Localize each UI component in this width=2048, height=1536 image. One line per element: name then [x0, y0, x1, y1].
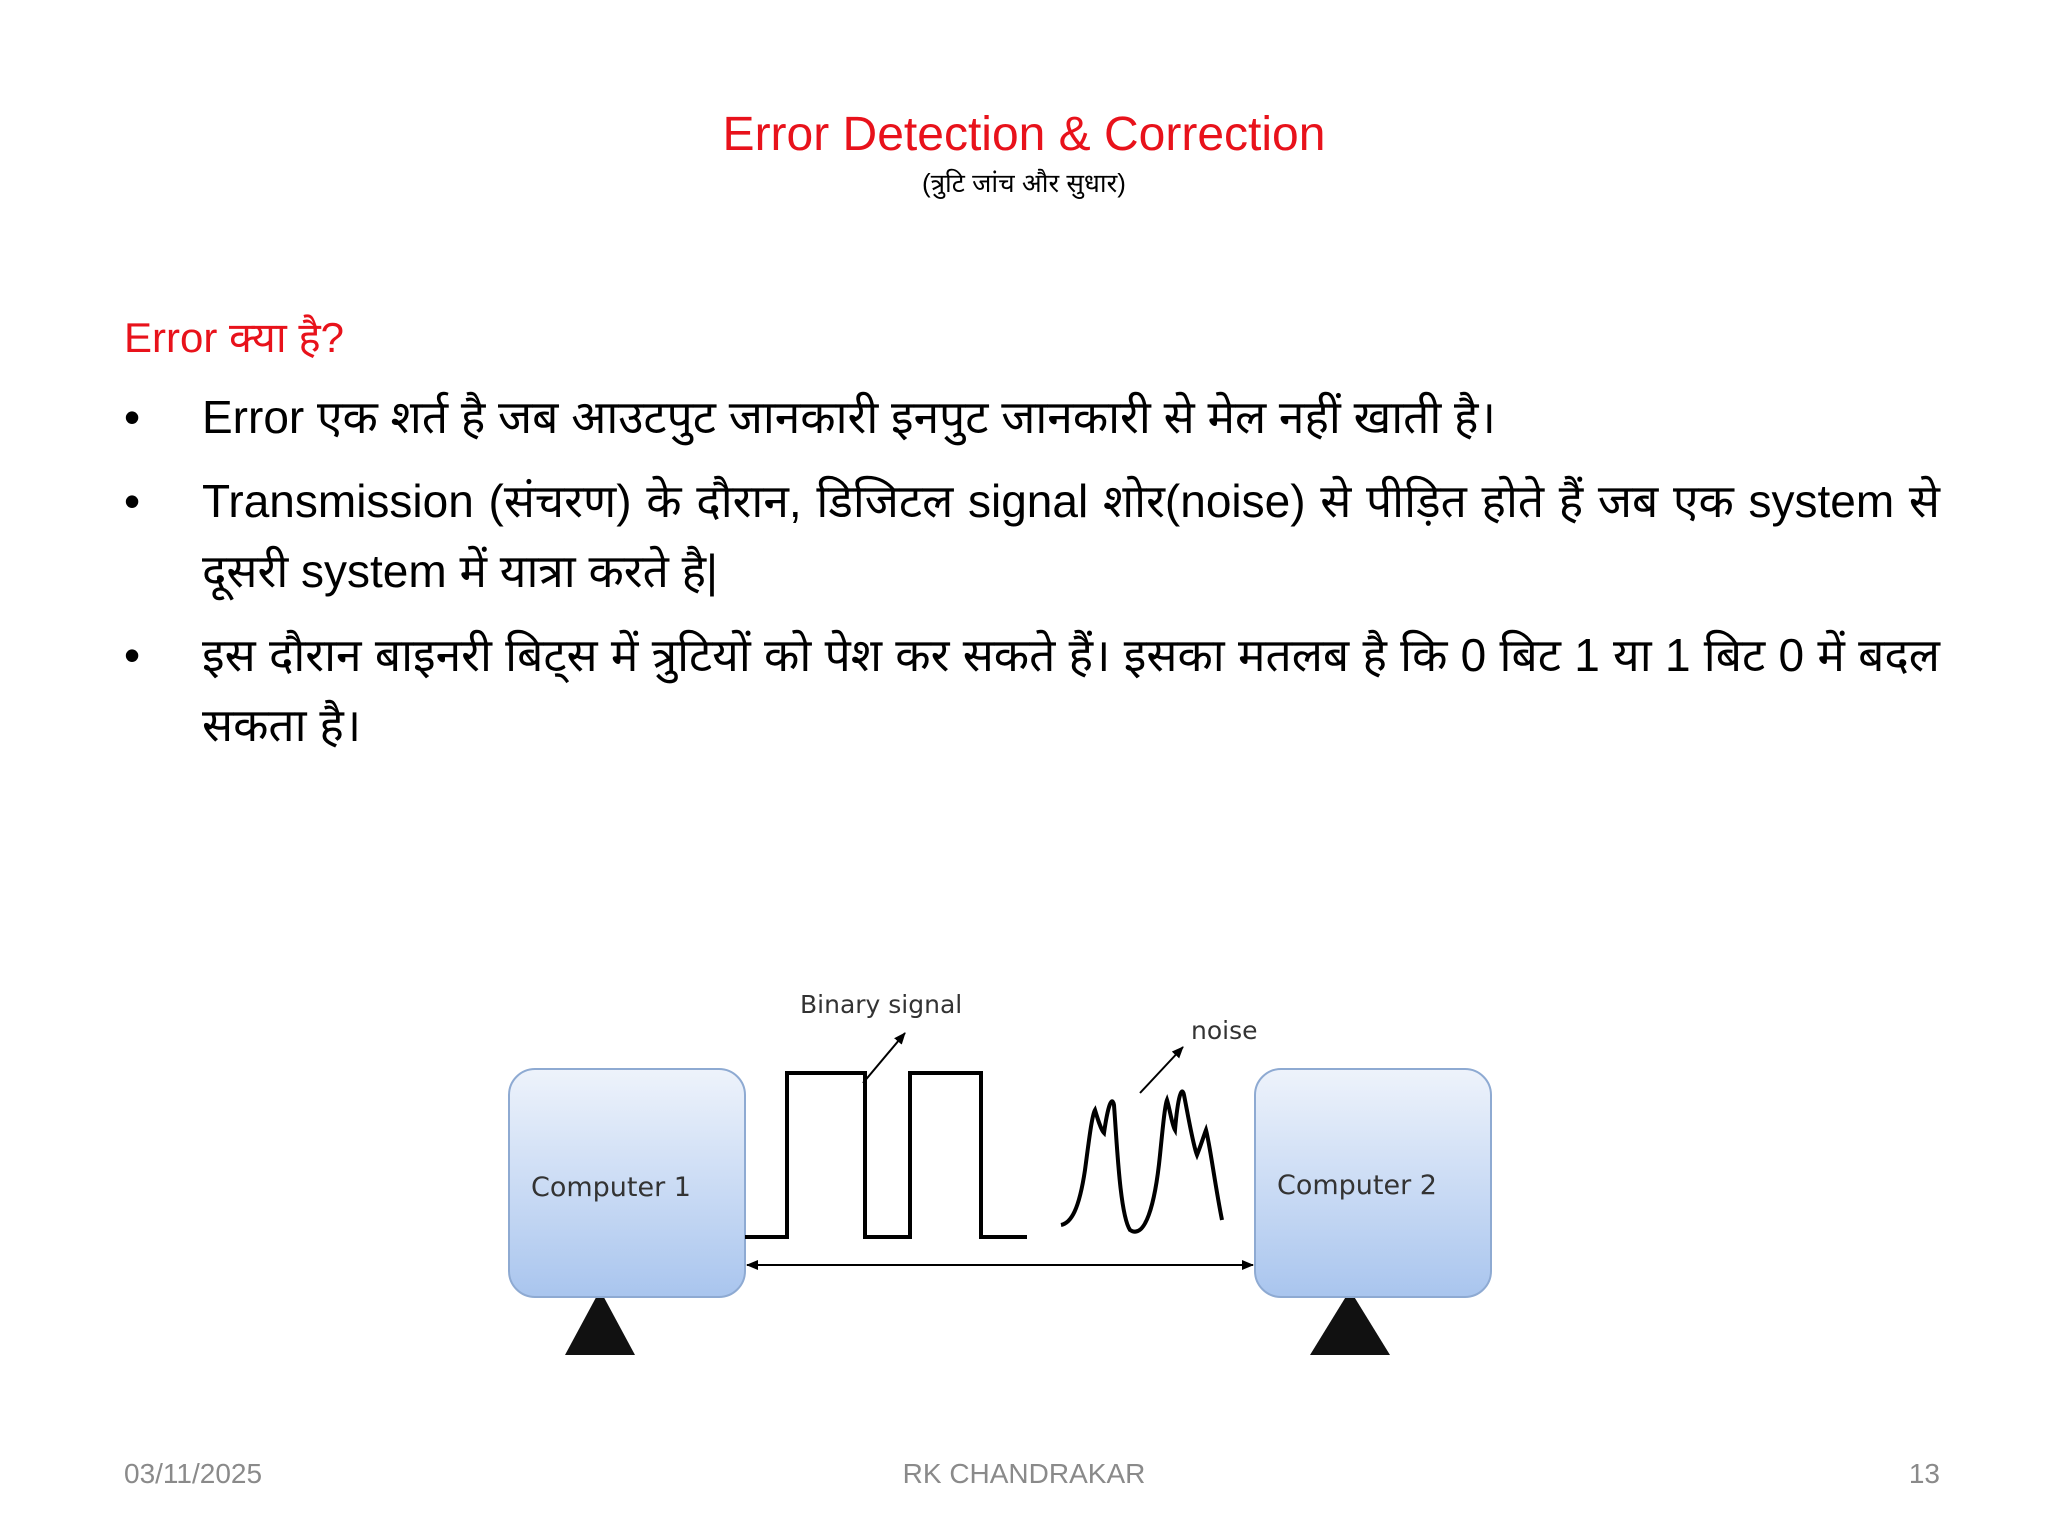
computer-2-label: Computer 2: [1277, 1170, 1437, 1201]
page-number: 13: [1908, 1458, 1940, 1489]
bullet-item-3: [124, 620, 1940, 760]
bullet-marker: •: [124, 629, 141, 681]
bullet-text: Transmission (संचरण) के दौरान, डिजिटल signal शोर(noise) से पीड़ित होते हैं जब एक system से दूसरी system में यात्रा करते है|: [202, 475, 1940, 597]
footer-date: 03/11/2025: [124, 1458, 263, 1489]
slide-subtitle: (त्रुटि जांच और सुधार): [922, 168, 1126, 198]
section-heading: Error क्या है?: [124, 314, 345, 361]
bullet-item-1: [124, 382, 1940, 452]
transmission-diagram: [495, 955, 1505, 1365]
bullet-marker: •: [124, 475, 141, 527]
bullet-item-2: [124, 466, 1940, 606]
binary-signal-pointer: [863, 1033, 905, 1083]
noise-pointer: [1140, 1047, 1183, 1093]
computer-1-label: Computer 1: [531, 1172, 691, 1203]
computer-1: [509, 1069, 745, 1355]
computer-2: [1255, 1069, 1491, 1355]
footer-author: RK CHANDRAKAR: [902, 1458, 1146, 1489]
computer-2-stand: [1310, 1290, 1390, 1355]
bullet-text: इस दौरान बाइनरी बिट्स में त्रुटियों को पेश कर सकते हैं। इसका मतलब है कि 0 बिट 1 या 1 बिट 0 में बदल सकता है।: [202, 629, 1940, 751]
noise-wave: [1061, 1091, 1222, 1231]
computer-1-stand: [565, 1290, 635, 1355]
noise-label: noise: [1191, 1016, 1258, 1045]
bullet-list: [124, 382, 1940, 774]
slide-title: Error Detection & Correction: [722, 108, 1326, 161]
binary-signal-label: Binary signal: [800, 990, 963, 1019]
bullet-marker: •: [124, 391, 141, 443]
bullet-text: Error एक शर्त है जब आउटपुट जानकारी इनपुट जानकारी से मेल नहीं खाती है।: [202, 391, 1496, 443]
binary-signal-wave: [745, 1073, 1027, 1237]
